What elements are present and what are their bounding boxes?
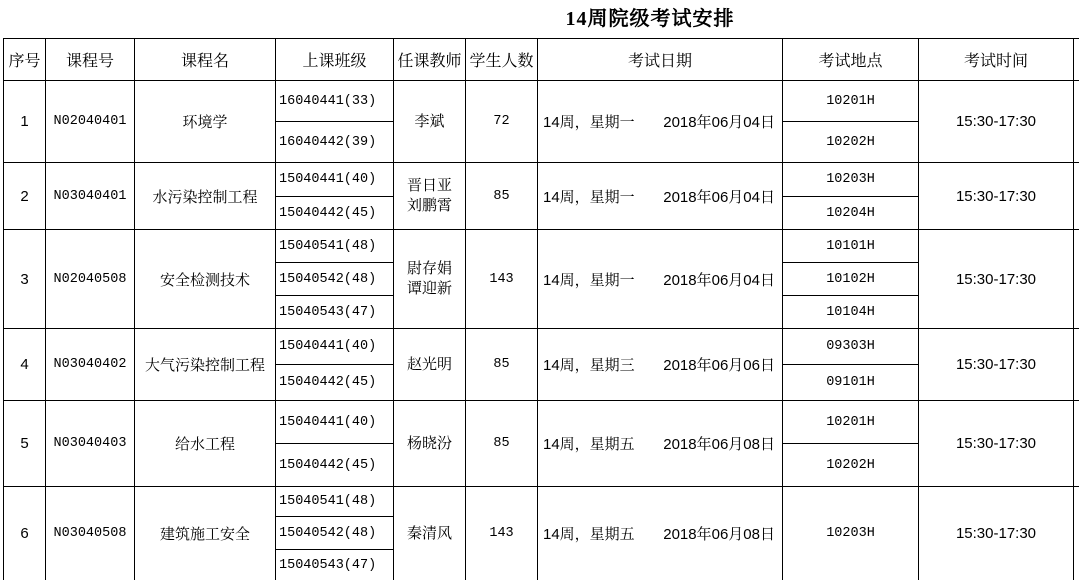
location-cell[interactable]: 10104H — [783, 296, 919, 329]
extra-column-cell[interactable] — [1074, 81, 1079, 163]
exam-time-cell[interactable]: 15:30-17:30 — [919, 401, 1074, 487]
course-name-cell[interactable]: 给水工程 — [135, 401, 276, 487]
exam-date-content — [538, 111, 782, 132]
location-cell[interactable]: 10202H — [783, 444, 919, 487]
teacher-name: 晋日亚 — [406, 177, 452, 194]
location-cell[interactable]: 10203H — [783, 163, 919, 197]
location-cell[interactable]: 09101H — [783, 365, 919, 401]
exam-week-day: 14周，星期一 — [543, 188, 635, 206]
exam-date: 2018年06月04日 — [663, 188, 775, 206]
exam-date-cell[interactable] — [538, 230, 783, 329]
header-course-name[interactable]: 课程名 — [135, 39, 276, 81]
table-row — [4, 81, 1079, 122]
seq-cell[interactable]: 1 — [4, 81, 46, 163]
exam-date-content — [538, 186, 782, 207]
location-cell[interactable]: 10204H — [783, 197, 919, 230]
header-course-no[interactable]: 课程号 — [46, 39, 135, 81]
location-cell[interactable]: 10201H — [783, 401, 919, 444]
location-cell[interactable]: 10102H — [783, 263, 919, 296]
header-extra-column[interactable] — [1074, 39, 1079, 81]
exam-date-cell[interactable] — [538, 401, 783, 487]
teacher-name: 杨晓汾 — [406, 434, 452, 452]
header-seq[interactable]: 序号 — [4, 39, 46, 81]
exam-time-cell[interactable]: 15:30-17:30 — [919, 329, 1074, 401]
teacher-name: 谭迎新 — [406, 280, 452, 297]
seq-cell[interactable]: 6 — [4, 487, 46, 580]
class-cell[interactable]: 15040441(40) — [276, 163, 394, 197]
extra-column-cell[interactable] — [1074, 163, 1079, 230]
table-row — [4, 329, 1079, 365]
seq-cell[interactable]: 2 — [4, 163, 46, 230]
header-exam-time[interactable]: 考试时间 — [919, 39, 1074, 81]
exam-date-content — [538, 523, 782, 544]
teacher-cell[interactable] — [394, 163, 466, 230]
exam-date: 2018年06月08日 — [663, 436, 775, 453]
exam-date-content — [538, 269, 782, 290]
teacher-cell[interactable] — [394, 329, 466, 401]
exam-schedule-table — [3, 38, 1079, 580]
exam-time-cell[interactable]: 15:30-17:30 — [919, 163, 1074, 230]
course-name-cell[interactable]: 环境学 — [135, 81, 276, 163]
exam-date-cell[interactable] — [538, 163, 783, 230]
exam-date: 2018年06月08日 — [663, 526, 775, 543]
exam-date-content — [538, 354, 782, 375]
course-no-cell[interactable]: N03040403 — [46, 401, 135, 487]
table-header — [4, 39, 1079, 81]
teacher-name: 秦清风 — [406, 524, 452, 542]
course-name-cell[interactable]: 建筑施工安全 — [135, 487, 276, 580]
course-no-cell[interactable]: N03040508 — [46, 487, 135, 580]
students-cell[interactable]: 143 — [466, 487, 538, 580]
extra-column-cell[interactable] — [1074, 329, 1079, 401]
exam-week-day: 14周，星期一 — [543, 114, 635, 131]
exam-week-day: 14周，星期五 — [543, 526, 635, 543]
class-cell[interactable]: 15040441(40) — [276, 329, 394, 365]
seq-cell[interactable]: 5 — [4, 401, 46, 487]
class-cell[interactable]: 15040442(45) — [276, 444, 394, 487]
course-name-cell[interactable]: 水污染控制工程 — [135, 163, 276, 230]
extra-column-cell[interactable] — [1074, 401, 1079, 487]
table-row — [4, 487, 1079, 517]
exam-week-day: 14周，星期五 — [543, 436, 635, 453]
exam-time-cell[interactable]: 15:30-17:30 — [919, 487, 1074, 580]
table-row — [4, 401, 1079, 444]
course-no-cell[interactable]: N03040402 — [46, 329, 135, 401]
teacher-name: 刘鹏霄 — [406, 197, 452, 214]
teacher-name: 尉存娟 — [406, 260, 452, 277]
course-name-cell[interactable]: 大气污染控制工程 — [135, 329, 276, 401]
exam-date: 2018年06月06日 — [663, 357, 775, 374]
class-cell[interactable]: 16040442(39) — [276, 122, 394, 163]
exam-time-cell[interactable]: 15:30-17:30 — [919, 81, 1074, 163]
table-row — [4, 230, 1079, 263]
header-exam-date[interactable]: 考试日期 — [538, 39, 783, 81]
class-cell[interactable]: 15040541(48) — [276, 230, 394, 263]
exam-date-cell[interactable] — [538, 487, 783, 580]
exam-date: 2018年06月04日 — [663, 271, 775, 289]
class-cell[interactable]: 16040441(33) — [276, 81, 394, 122]
exam-date: 2018年06月04日 — [663, 114, 775, 131]
course-no-cell[interactable]: N03040401 — [46, 163, 135, 230]
exam-week-day: 14周，星期三 — [543, 357, 635, 374]
location-cell[interactable]: 10203H — [783, 487, 919, 580]
students-cell[interactable]: 85 — [466, 401, 538, 487]
table-body — [4, 81, 1079, 580]
teacher-cell[interactable] — [394, 81, 466, 163]
seq-cell[interactable]: 4 — [4, 329, 46, 401]
exam-week-day: 14周，星期一 — [543, 271, 635, 289]
exam-time-cell[interactable]: 15:30-17:30 — [919, 230, 1074, 329]
course-name-cell[interactable]: 安全检测技术 — [135, 230, 276, 329]
exam-date-content — [538, 433, 782, 454]
class-cell[interactable]: 15040442(45) — [276, 197, 394, 230]
class-cell[interactable]: 15040441(40) — [276, 401, 394, 444]
teacher-cell[interactable] — [394, 230, 466, 329]
location-cell[interactable]: 10202H — [783, 122, 919, 163]
class-cell[interactable]: 15040543(47) — [276, 296, 394, 329]
class-cell[interactable]: 15040442(45) — [276, 365, 394, 401]
teacher-cell[interactable] — [394, 401, 466, 487]
teacher-name: 李斌 — [414, 112, 445, 130]
teacher-name: 赵光明 — [406, 355, 452, 373]
header-students[interactable]: 学生人数 — [466, 39, 538, 81]
seq-cell[interactable]: 3 — [4, 230, 46, 329]
exam-date-cell[interactable] — [538, 329, 783, 401]
header-row — [4, 39, 1079, 81]
course-no-cell[interactable]: N02040508 — [46, 230, 135, 329]
class-cell[interactable]: 15040542(48) — [276, 263, 394, 296]
location-cell[interactable]: 09303H — [783, 329, 919, 365]
class-cell[interactable]: 15040542(48) — [276, 517, 394, 550]
teacher-cell[interactable] — [394, 487, 466, 580]
exam-date-cell[interactable] — [538, 81, 783, 163]
header-location[interactable]: 考试地点 — [783, 39, 919, 81]
students-cell[interactable]: 72 — [466, 81, 538, 163]
header-classes[interactable]: 上课班级 — [276, 39, 394, 81]
sheet-title[interactable]: 14周院级考试安排 — [565, 8, 735, 30]
location-cell[interactable]: 10201H — [783, 81, 919, 122]
extra-column-cell[interactable] — [1074, 230, 1079, 329]
class-cell[interactable]: 15040543(47) — [276, 550, 394, 580]
header-teacher[interactable]: 任课教师 — [394, 39, 466, 81]
location-cell[interactable]: 10101H — [783, 230, 919, 263]
extra-column-cell[interactable] — [1074, 487, 1079, 580]
students-cell[interactable]: 85 — [466, 329, 538, 401]
table-row — [4, 163, 1079, 197]
course-no-cell[interactable]: N02040401 — [46, 81, 135, 163]
students-cell[interactable]: 143 — [466, 230, 538, 329]
class-cell[interactable]: 15040541(48) — [276, 487, 394, 517]
students-cell[interactable]: 85 — [466, 163, 538, 230]
